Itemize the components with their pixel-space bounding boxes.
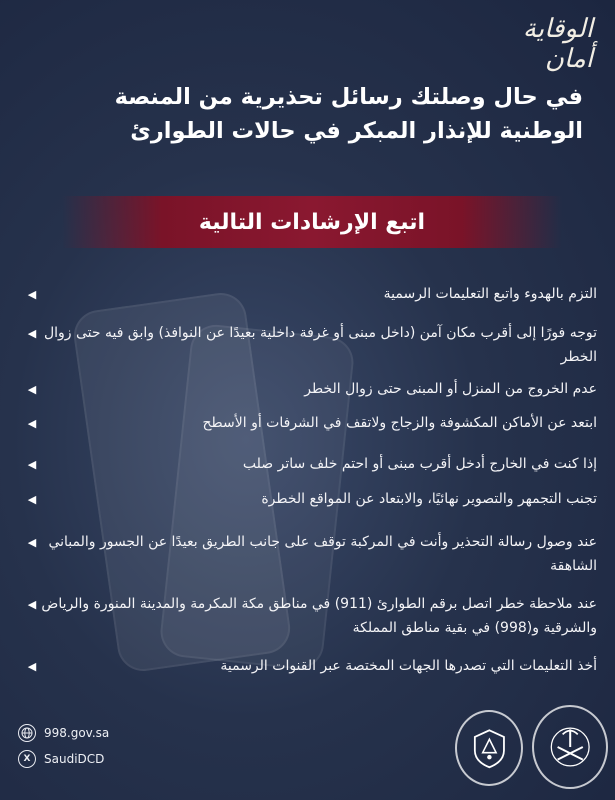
list-item (17, 654, 597, 679)
instruction-text: ابتعد عن الأماكن المكشوفة والزجاج ولاتقف في الشرفات أو الأسطح (202, 415, 597, 431)
instruction-text: إذا كنت في الخارج أدخل أقرب مبنى أو احتم خلف ساتر صلب (242, 456, 597, 472)
website-link[interactable]: 998.gov.sa (44, 726, 110, 740)
instruction-text: تجنب التجمهر والتصوير نهائيًا، والابتعاد عن المواقع الخطرة (261, 491, 597, 507)
bullet-icon: ◀ (27, 417, 37, 430)
instruction-text: عند ملاحظة خطر اتصل برقم الطوارئ (911) في مناطق مكة المكرمة والمدينة المنورة والرياض والشرقية و(998) في بقية مناطق المملكة (41, 596, 597, 636)
instruction-text: توجه فورًا إلى أقرب مكان آمن (داخل مبنى أو غرفة داخلية بعيدًا عن النوافذ) وابق فيه حتى زوال الخطر (43, 325, 597, 365)
bullet-icon: ◀ (27, 288, 37, 301)
globe-icon (18, 724, 36, 742)
list-item (17, 377, 597, 402)
x-logo-icon: X (18, 750, 36, 768)
contact-info (18, 720, 109, 772)
banner-text: اتبع الإرشادات التالية (198, 209, 426, 235)
bullet-icon: ◀ (27, 598, 37, 611)
instructions-banner (62, 196, 562, 248)
instruction-text: التزم بالهدوء واتبع التعليمات الرسمية (383, 286, 597, 302)
civil-defense-emblem (455, 710, 523, 786)
instruction-text: عدم الخروج من المنزل أو المبنى حتى زوال الخطر (304, 381, 597, 397)
bullet-icon: ◀ (27, 327, 37, 340)
instruction-text: أخذ التعليمات التي تصدرها الجهات المختصة عبر القنوات الرسمية (220, 658, 597, 674)
list-item (17, 487, 597, 512)
instructions-list (17, 282, 597, 679)
list-item (17, 592, 597, 640)
bullet-icon: ◀ (27, 536, 37, 549)
bullet-icon: ◀ (27, 660, 37, 673)
list-item (17, 411, 597, 436)
list-item (17, 530, 597, 578)
list-item (17, 282, 597, 307)
website-row[interactable] (18, 720, 109, 746)
ministry-emblem (532, 705, 608, 789)
bullet-icon: ◀ (27, 458, 37, 471)
title-line-1: في حال وصلتك رسائل تحذيرية من المنصة (114, 84, 583, 110)
bullet-icon: ◀ (27, 383, 37, 396)
page-title (23, 80, 583, 148)
instruction-text: عند وصول رسالة التحذير وأنت في المركبة توقف على جانب الطريق بعيدًا عن الجسور والمباني الشاهقة (48, 534, 597, 574)
social-row[interactable] (18, 746, 109, 772)
title-line-2: الوطنية للإنذار المبكر في حالات الطوارئ (130, 118, 583, 144)
list-item (17, 321, 597, 369)
list-item (17, 452, 597, 477)
campaign-logo: الوقاية أمان (522, 14, 593, 74)
social-handle[interactable]: SaudiDCD (44, 752, 105, 766)
bullet-icon: ◀ (27, 493, 37, 506)
